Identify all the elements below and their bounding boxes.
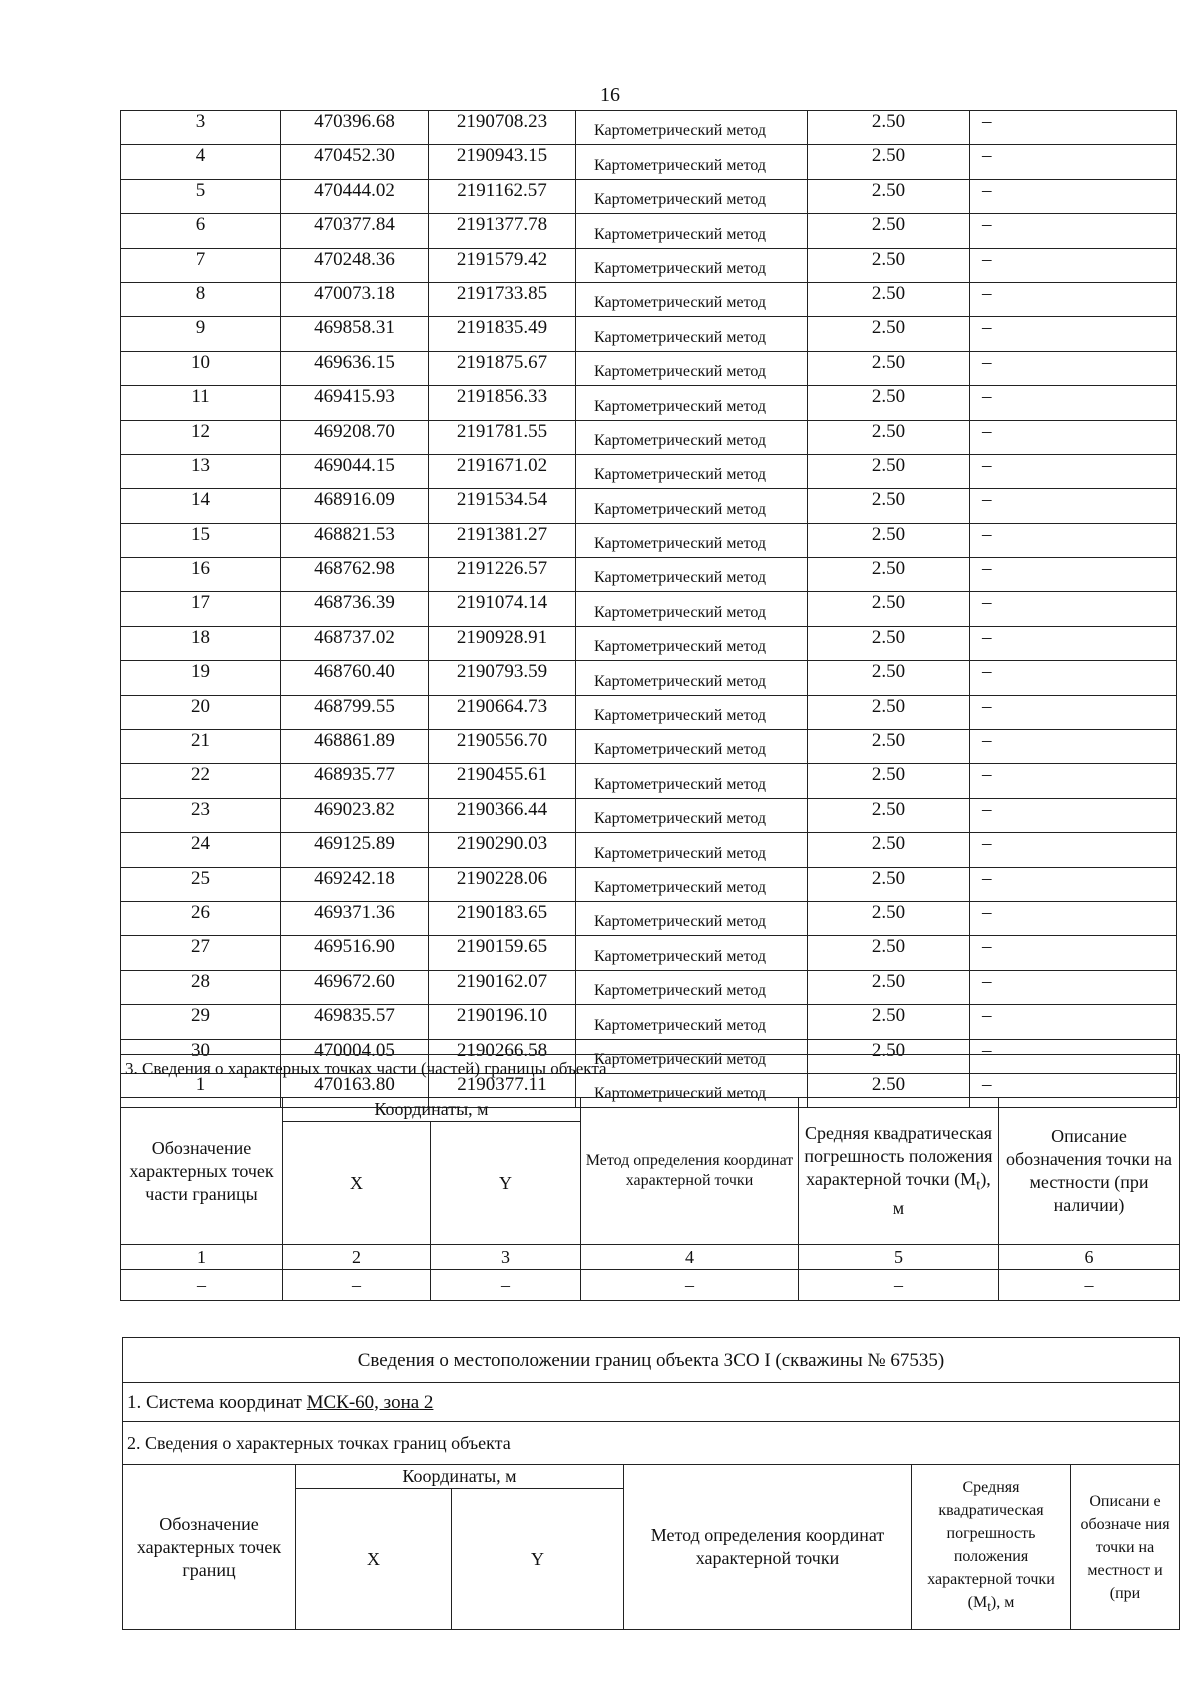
description-cell: – [970, 489, 1177, 523]
error-cell: 2.50 [808, 1039, 970, 1073]
table-row [121, 248, 1177, 282]
point-number-cell: 29 [121, 1005, 281, 1039]
index-cell: 2 [283, 1245, 431, 1270]
description-cell: – [970, 317, 1177, 351]
description-cell: – [970, 558, 1177, 592]
method-cell: Картометрический метод [576, 214, 808, 248]
method-cell: Картометрический метод [576, 145, 808, 179]
point-number-cell: 6 [121, 214, 281, 248]
index-cell: 1 [121, 1245, 283, 1270]
method-cell: Картометрический метод [576, 179, 808, 213]
error-cell: 2.50 [808, 1005, 970, 1039]
method-cell: Картометрический метод [576, 936, 808, 970]
description-cell: – [970, 248, 1177, 282]
y-coordinate-cell: 2190159.65 [429, 936, 576, 970]
table-row [121, 626, 1177, 660]
y-coordinate-cell: 2190664.73 [429, 695, 576, 729]
method-cell: Картометрический метод [576, 901, 808, 935]
index-cell: 6 [999, 1245, 1180, 1270]
description-cell: – [970, 695, 1177, 729]
x-coordinate-cell: 470396.68 [281, 111, 429, 145]
coord-system-value: МСК-60, зона 2 [306, 1391, 434, 1413]
point-number-cell: 14 [121, 489, 281, 523]
method-cell: Картометрический метод [576, 248, 808, 282]
point-number-cell: 12 [121, 420, 281, 454]
error-cell: 2.50 [808, 248, 970, 282]
x-coordinate-cell: 470377.84 [281, 214, 429, 248]
table-row [121, 901, 1177, 935]
x-coordinate-cell: 469636.15 [281, 351, 429, 385]
zso-title: Сведения о местоположении границ объекта ЗСО I (скважины № 67535) [123, 1338, 1180, 1383]
x-coordinate-cell: 470248.36 [281, 248, 429, 282]
y-coordinate-cell: 2191671.02 [429, 454, 576, 488]
table-row [121, 592, 1177, 626]
y-coordinate-cell: 2190196.10 [429, 1005, 576, 1039]
description-cell: – [970, 282, 1177, 316]
error-cell: 2.50 [808, 523, 970, 557]
coord-system-prefix: 1. Система координат [127, 1391, 307, 1413]
description-cell: – [970, 833, 1177, 867]
x-coordinate-cell: 468916.09 [281, 489, 429, 523]
table-row [121, 730, 1177, 764]
point-number-cell: 11 [121, 386, 281, 420]
y-coordinate-cell: 2190266.58 [429, 1039, 576, 1073]
x-coordinate-cell: 469858.31 [281, 317, 429, 351]
x-coordinate-cell: 468760.40 [281, 661, 429, 695]
y-coordinate-cell: 2190708.23 [429, 111, 576, 145]
point-number-cell: 1 [121, 1073, 281, 1107]
method-cell: Картометрический метод [576, 489, 808, 523]
section3-table [120, 1054, 1180, 1301]
error-cell: 2.50 [808, 111, 970, 145]
description-cell: – [970, 901, 1177, 935]
point-number-cell: 24 [121, 833, 281, 867]
error-cell: 2.50 [808, 661, 970, 695]
y-coordinate-cell: 2190377.11 [429, 1073, 576, 1107]
index-row [121, 1245, 1180, 1270]
error-cell: 2.50 [808, 730, 970, 764]
point-number-cell: 20 [121, 695, 281, 729]
table-row [121, 386, 1177, 420]
point-number-cell: 23 [121, 798, 281, 832]
y-coordinate-cell: 2191226.57 [429, 558, 576, 592]
x-coordinate-cell: 468935.77 [281, 764, 429, 798]
header-y: Y [431, 1122, 581, 1245]
point-number-cell: 28 [121, 970, 281, 1004]
table-row [121, 111, 1177, 145]
dash-cell: – [799, 1270, 999, 1301]
table-row [121, 523, 1177, 557]
zso-header-error: Средняя квадратическая погрешность положения характерной точки $(M_t)$, м [912, 1465, 1071, 1630]
header-point: Обозначение характерных точек части границы [121, 1098, 283, 1245]
error-cell: 2.50 [808, 386, 970, 420]
error-cell: 2.50 [808, 145, 970, 179]
y-coordinate-cell: 2190290.03 [429, 833, 576, 867]
description-cell: – [970, 386, 1177, 420]
x-coordinate-cell: 468821.53 [281, 523, 429, 557]
description-cell: – [970, 454, 1177, 488]
point-number-cell: 27 [121, 936, 281, 970]
x-coordinate-cell: 468736.39 [281, 592, 429, 626]
y-coordinate-cell: 2190793.59 [429, 661, 576, 695]
error-cell: 2.50 [808, 936, 970, 970]
description-cell: – [970, 145, 1177, 179]
point-number-cell: 3 [121, 111, 281, 145]
y-coordinate-cell: 2190928.91 [429, 626, 576, 660]
x-coordinate-cell: 469242.18 [281, 867, 429, 901]
coord-system [123, 1383, 1180, 1422]
method-cell: Картометрический метод [576, 661, 808, 695]
point-number-cell: 13 [121, 454, 281, 488]
y-coordinate-cell: 2191733.85 [429, 282, 576, 316]
method-cell: Картометрический метод [576, 111, 808, 145]
error-cell: 2.50 [808, 558, 970, 592]
description-cell: – [970, 179, 1177, 213]
description-cell: – [970, 420, 1177, 454]
y-coordinate-cell: 2191162.57 [429, 179, 576, 213]
description-cell: – [970, 936, 1177, 970]
point-number-cell: 7 [121, 248, 281, 282]
point-number-cell: 30 [121, 1039, 281, 1073]
error-cell: 2.50 [808, 489, 970, 523]
y-coordinate-cell: 2190556.70 [429, 730, 576, 764]
zso-section2-caption: 2. Сведения о характерных точках границ объекта [123, 1422, 1180, 1465]
error-cell: 2.50 [808, 214, 970, 248]
y-coordinate-cell: 2191781.55 [429, 420, 576, 454]
error-cell: 2.50 [808, 626, 970, 660]
method-cell: Картометрический метод [576, 523, 808, 557]
description-cell: – [970, 111, 1177, 145]
table-row [121, 489, 1177, 523]
table-row [121, 214, 1177, 248]
description-cell: – [970, 523, 1177, 557]
index-cell: 4 [581, 1245, 799, 1270]
method-cell: Картометрический метод [576, 558, 808, 592]
description-cell: – [970, 351, 1177, 385]
x-coordinate-cell: 469415.93 [281, 386, 429, 420]
table-row [121, 764, 1177, 798]
point-number-cell: 9 [121, 317, 281, 351]
description-cell: – [970, 1073, 1177, 1107]
zso-header-method: Метод определения координат характерной точки [624, 1465, 912, 1630]
x-coordinate-cell: 468762.98 [281, 558, 429, 592]
method-cell: Картометрический метод [576, 833, 808, 867]
empty-row [121, 1270, 1180, 1301]
dash-cell: – [431, 1270, 581, 1301]
error-cell: 2.50 [808, 901, 970, 935]
header-coords: Координаты, м [283, 1098, 581, 1122]
method-cell: Картометрический метод [576, 626, 808, 660]
error-cell: 2.50 [808, 282, 970, 316]
y-coordinate-cell: 2190943.15 [429, 145, 576, 179]
table-row [121, 317, 1177, 351]
error-cell: 2.50 [808, 833, 970, 867]
method-cell: Картометрический метод [576, 1073, 808, 1107]
x-coordinate-cell: 470004.05 [281, 1039, 429, 1073]
method-cell: Картометрический метод [576, 730, 808, 764]
error-cell: 2.50 [808, 970, 970, 1004]
y-coordinate-cell: 2190162.07 [429, 970, 576, 1004]
point-number-cell: 10 [121, 351, 281, 385]
point-number-cell: 18 [121, 626, 281, 660]
y-coordinate-cell: 2191074.14 [429, 592, 576, 626]
page-number: 16 [600, 84, 620, 106]
table-row [121, 282, 1177, 316]
y-coordinate-cell: 2190366.44 [429, 798, 576, 832]
method-cell: Картометрический метод [576, 867, 808, 901]
y-coordinate-cell: 2191835.49 [429, 317, 576, 351]
error-cell: 2.50 [808, 798, 970, 832]
method-cell: Картометрический метод [576, 764, 808, 798]
y-coordinate-cell: 2191377.78 [429, 214, 576, 248]
x-coordinate-cell: 469023.82 [281, 798, 429, 832]
dash-cell: – [283, 1270, 431, 1301]
method-cell: Картометрический метод [576, 282, 808, 316]
error-cell: 2.50 [808, 764, 970, 798]
x-coordinate-cell: 469516.90 [281, 936, 429, 970]
method-cell: Картометрический метод [576, 420, 808, 454]
coordinates-table [120, 110, 1177, 1108]
zso-header-coords: Координаты, м [296, 1465, 624, 1489]
table-row [121, 145, 1177, 179]
table-row [121, 420, 1177, 454]
method-cell: Картометрический метод [576, 317, 808, 351]
table-row [121, 1005, 1177, 1039]
section3-caption: 3. Сведения о характерных точках части (частей) границы объекта [121, 1055, 1180, 1098]
zso-header-point: Обозначение характерных точек границ [123, 1465, 296, 1630]
y-coordinate-cell: 2191534.54 [429, 489, 576, 523]
error-cell: 2.50 [808, 454, 970, 488]
header-x: X [283, 1122, 431, 1245]
description-cell: – [970, 1039, 1177, 1073]
error-cell: 2.50 [808, 317, 970, 351]
y-coordinate-cell: 2190455.61 [429, 764, 576, 798]
x-coordinate-cell: 469125.89 [281, 833, 429, 867]
error-cell: 2.50 [808, 695, 970, 729]
method-cell: Картометрический метод [576, 1005, 808, 1039]
x-coordinate-cell: 468799.55 [281, 695, 429, 729]
x-coordinate-cell: 469044.15 [281, 454, 429, 488]
zso-header-y: Y [452, 1489, 624, 1630]
table-row [121, 936, 1177, 970]
method-cell: Картометрический метод [576, 351, 808, 385]
index-cell: 3 [431, 1245, 581, 1270]
error-cell: 2.50 [808, 420, 970, 454]
table-row [121, 867, 1177, 901]
method-cell: Картометрический метод [576, 798, 808, 832]
description-cell: – [970, 970, 1177, 1004]
x-coordinate-cell: 469672.60 [281, 970, 429, 1004]
table-row [121, 179, 1177, 213]
x-coordinate-cell: 468737.02 [281, 626, 429, 660]
method-cell: Картометрический метод [576, 592, 808, 626]
description-cell: – [970, 1005, 1177, 1039]
error-cell: 2.50 [808, 592, 970, 626]
y-coordinate-cell: 2190228.06 [429, 867, 576, 901]
zso-table [122, 1337, 1180, 1630]
description-cell: – [970, 867, 1177, 901]
description-cell: – [970, 661, 1177, 695]
zso-header-x: X [296, 1489, 452, 1630]
dash-cell: – [581, 1270, 799, 1301]
table-row [121, 695, 1177, 729]
header-error: Средняя квадратическая погрешность положения характерной точки $(M_t)$, м [799, 1098, 999, 1245]
description-cell: – [970, 626, 1177, 660]
x-coordinate-cell: 468861.89 [281, 730, 429, 764]
table-row [121, 798, 1177, 832]
table-row [121, 454, 1177, 488]
point-number-cell: 16 [121, 558, 281, 592]
x-coordinate-cell: 469208.70 [281, 420, 429, 454]
table-row [121, 558, 1177, 592]
y-coordinate-cell: 2191875.67 [429, 351, 576, 385]
x-coordinate-cell: 470073.18 [281, 282, 429, 316]
description-cell: – [970, 798, 1177, 832]
method-cell: Картометрический метод [576, 1039, 808, 1073]
x-coordinate-cell: 469371.36 [281, 901, 429, 935]
point-number-cell: 19 [121, 661, 281, 695]
x-coordinate-cell: 469835.57 [281, 1005, 429, 1039]
description-cell: – [970, 592, 1177, 626]
dash-cell: – [121, 1270, 283, 1301]
y-coordinate-cell: 2191856.33 [429, 386, 576, 420]
error-cell: 2.50 [808, 351, 970, 385]
point-number-cell: 21 [121, 730, 281, 764]
point-number-cell: 5 [121, 179, 281, 213]
point-number-cell: 15 [121, 523, 281, 557]
dash-cell: – [999, 1270, 1180, 1301]
error-cell: 2.50 [808, 1073, 970, 1107]
x-coordinate-cell: 470452.30 [281, 145, 429, 179]
point-number-cell: 8 [121, 282, 281, 316]
error-cell: 2.50 [808, 867, 970, 901]
y-coordinate-cell: 2190183.65 [429, 901, 576, 935]
table-row [121, 833, 1177, 867]
point-number-cell: 25 [121, 867, 281, 901]
y-coordinate-cell: 2191579.42 [429, 248, 576, 282]
header-description: Описание обозначения точки на местности (при наличии) [999, 1098, 1180, 1245]
x-coordinate-cell: 470444.02 [281, 179, 429, 213]
method-cell: Картометрический метод [576, 695, 808, 729]
method-cell: Картометрический метод [576, 454, 808, 488]
table-row [121, 661, 1177, 695]
x-coordinate-cell: 470163.80 [281, 1073, 429, 1107]
zso-header-description: Описани е обозначе ния точки на местност и (при [1071, 1465, 1180, 1630]
method-cell: Картометрический метод [576, 386, 808, 420]
table-row [121, 970, 1177, 1004]
point-number-cell: 17 [121, 592, 281, 626]
point-number-cell: 26 [121, 901, 281, 935]
point-number-cell: 22 [121, 764, 281, 798]
description-cell: – [970, 214, 1177, 248]
method-cell: Картометрический метод [576, 970, 808, 1004]
error-cell: 2.50 [808, 179, 970, 213]
table-row [121, 351, 1177, 385]
description-cell: – [970, 764, 1177, 798]
point-number-cell: 4 [121, 145, 281, 179]
y-coordinate-cell: 2191381.27 [429, 523, 576, 557]
index-cell: 5 [799, 1245, 999, 1270]
header-method: Метод определения координат характерной точки [581, 1098, 799, 1245]
description-cell: – [970, 730, 1177, 764]
